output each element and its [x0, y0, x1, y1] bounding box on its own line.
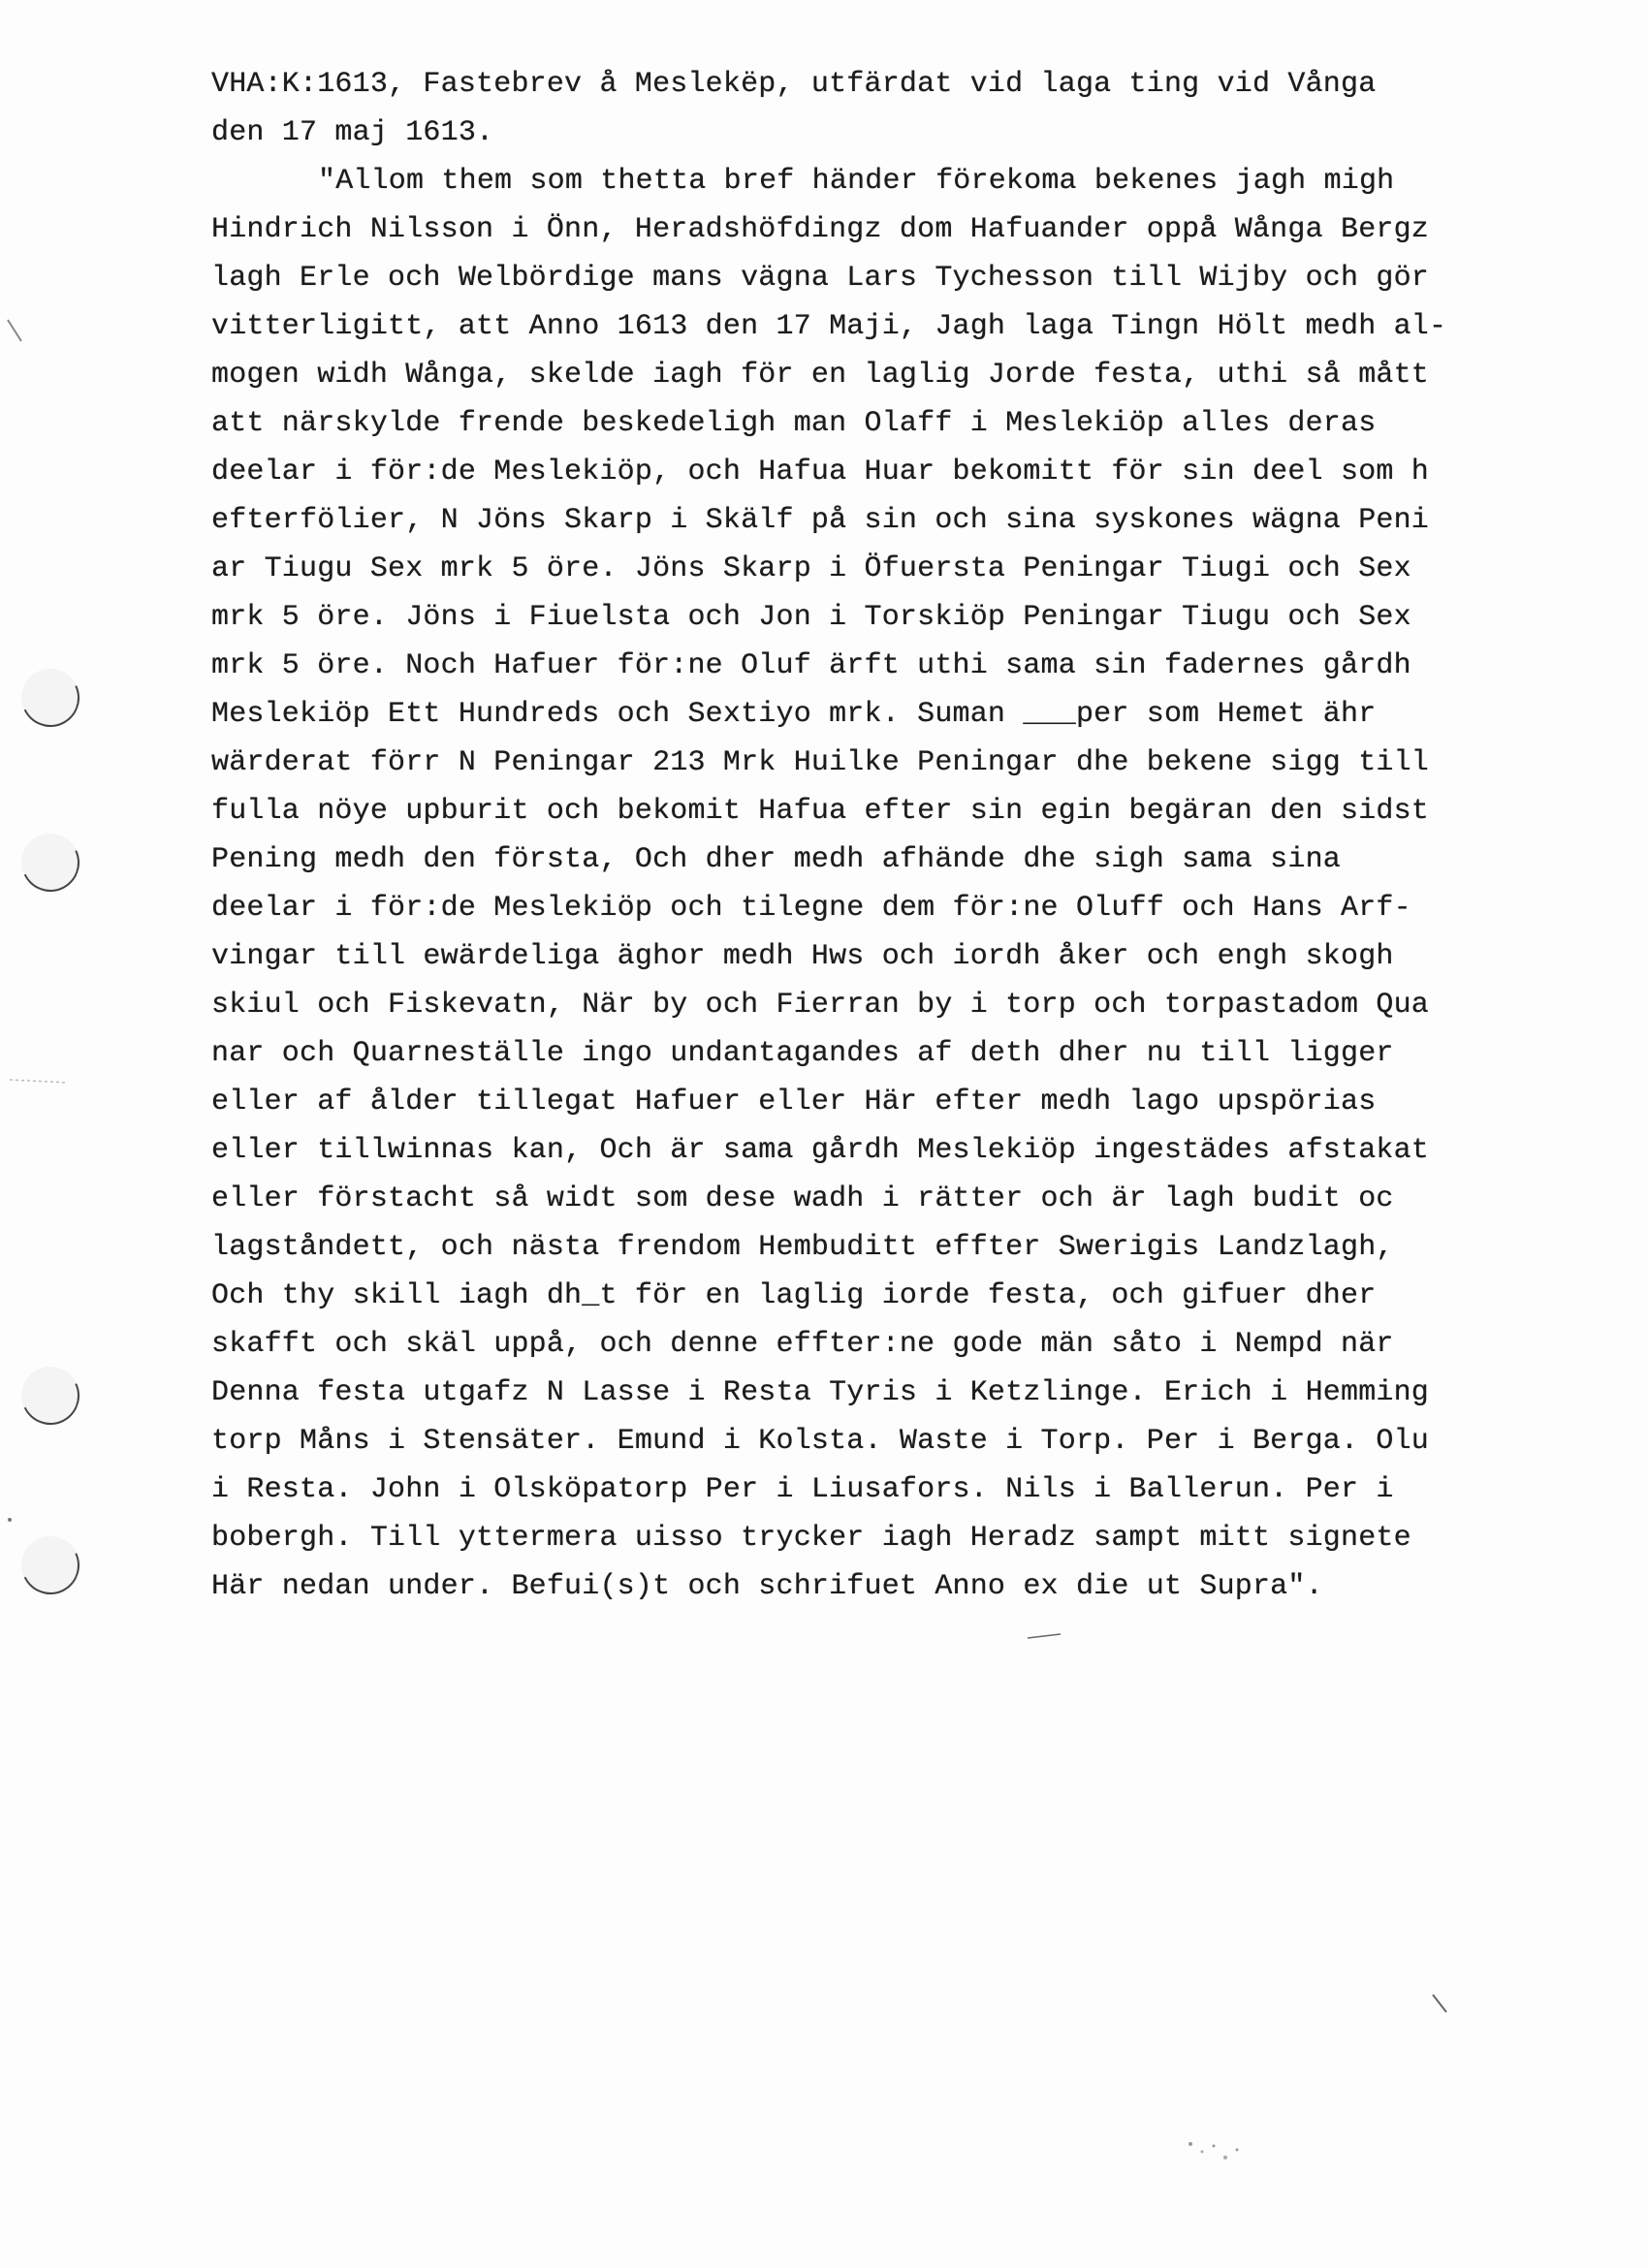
body-line: lagh Erle och Welbördige mans vägna Lars Tychesson till Wijby och gör [211, 262, 1430, 295]
body-line: eller förstacht så widt som dese wadh i rätter och är lagh budit oc [211, 1182, 1394, 1215]
punch-hole-mark [14, 661, 88, 736]
body-line: wärderat förr N Peningar 213 Mrk Huilke Peningar dhe bekene sigg till [211, 746, 1430, 779]
heading-line: den 17 maj 1613. [211, 116, 494, 149]
document-heading [211, 60, 1530, 157]
body-line: skiul och Fiskevatn, När by och Fierran by i torp och torpastadom Qua [211, 989, 1430, 1022]
body-line: deelar i för:de Meslekiöp och tilegne dem för:ne Oluff och Hans Arf- [211, 892, 1411, 925]
body-line: skafft och skäl uppå, och denne effter:ne gode män såto i Nempd när [211, 1328, 1394, 1361]
punch-hole-mark [14, 826, 88, 900]
body-line: Här nedan under. Befui(s)t och schrifuet Anno ex die ut Supra". [211, 1570, 1323, 1603]
body-line: mrk 5 öre. Jöns i Fiuelsta och Jon i Torskiöp Peningar Tiugu och Sex [211, 601, 1411, 634]
body-line: torp Måns i Stensäter. Emund i Kolsta. Waste i Torp. Per i Berga. Olu [211, 1425, 1430, 1458]
body-line: Pening medh den första, Och dher medh afhände dhe sigh sama sina [211, 843, 1341, 876]
body-line: eller af ålder tillegat Hafuer eller Här efter medh lago upspörias [211, 1086, 1377, 1118]
body-line: mrk 5 öre. Noch Hafuer för:ne Oluf ärft uthi sama sin fadernes gårdh [211, 649, 1411, 682]
body-line: ar Tiugu Sex mrk 5 öre. Jöns Skarp i Öfuersta Peningar Tiugi och Sex [211, 552, 1411, 585]
body-line: "Allom them som thetta bref händer förekoma bekenes jagh migh [318, 165, 1395, 198]
body-line: Denna festa utgafz N Lasse i Resta Tyris i Ketzlinge. Erich i Hemming [211, 1376, 1430, 1409]
body-line: lagståndett, och nästa frendom Hembuditt effter Swerigis Landzlagh, [211, 1231, 1394, 1264]
body-line: Och thy skill iagh dh_t för en laglig iorde festa, och gifuer dher [211, 1279, 1377, 1312]
body-line: bobergh. Till yttermera uisso trycker iagh Heradz sampt mitt signete [211, 1522, 1411, 1555]
body-line: Meslekiöp Ett Hundreds och Sextiyo mrk. Suman ___per som Hemet ähr [211, 698, 1377, 731]
body-line: deelar i för:de Meslekiöp, och Hafua Huar bekomitt för sin deel som h [211, 456, 1430, 488]
body-line: Hindrich Nilsson i Önn, Heradshöfdingz dom Hafuander oppå Wånga Bergz [211, 213, 1430, 246]
body-line: vitterligitt, att Anno 1613 den 17 Maji, Jagh laga Tingn Hölt medh al- [211, 310, 1447, 343]
punch-hole-mark [14, 1359, 88, 1433]
body-line: att närskylde frende beskedeligh man Olaff i Meslekiöp alles deras [211, 407, 1377, 440]
body-line: i Resta. John i Olsköpatorp Per i Liusafors. Nils i Ballerun. Per i [211, 1473, 1394, 1506]
document-body [211, 157, 1530, 1611]
body-line: vingar till ewärdeliga äghor medh Hws och iordh åker och engh skogh [211, 940, 1394, 973]
body-line: efterfölier, N Jöns Skarp i Skälf på sin och sina syskones wägna Peni [211, 504, 1430, 537]
body-line: nar och Quarneställe ingo undantagandes af deth dher nu till ligger [211, 1037, 1394, 1070]
body-line: mogen widh Wånga, skelde iagh för en laglig Jorde festa, uthi så mått [211, 359, 1430, 392]
body-line: eller tillwinnas kan, Och är sama gårdh Meslekiöp ingestädes afstakat [211, 1134, 1430, 1167]
punch-hole-mark [14, 1528, 88, 1603]
heading-line: VHA:K:1613, Fastebrev å Meslekëp, utfärdat vid laga ting vid Vånga [211, 68, 1377, 101]
body-line: fulla nöye upburit och bekomit Hafua efter sin egin begäran den sidst [211, 795, 1430, 828]
